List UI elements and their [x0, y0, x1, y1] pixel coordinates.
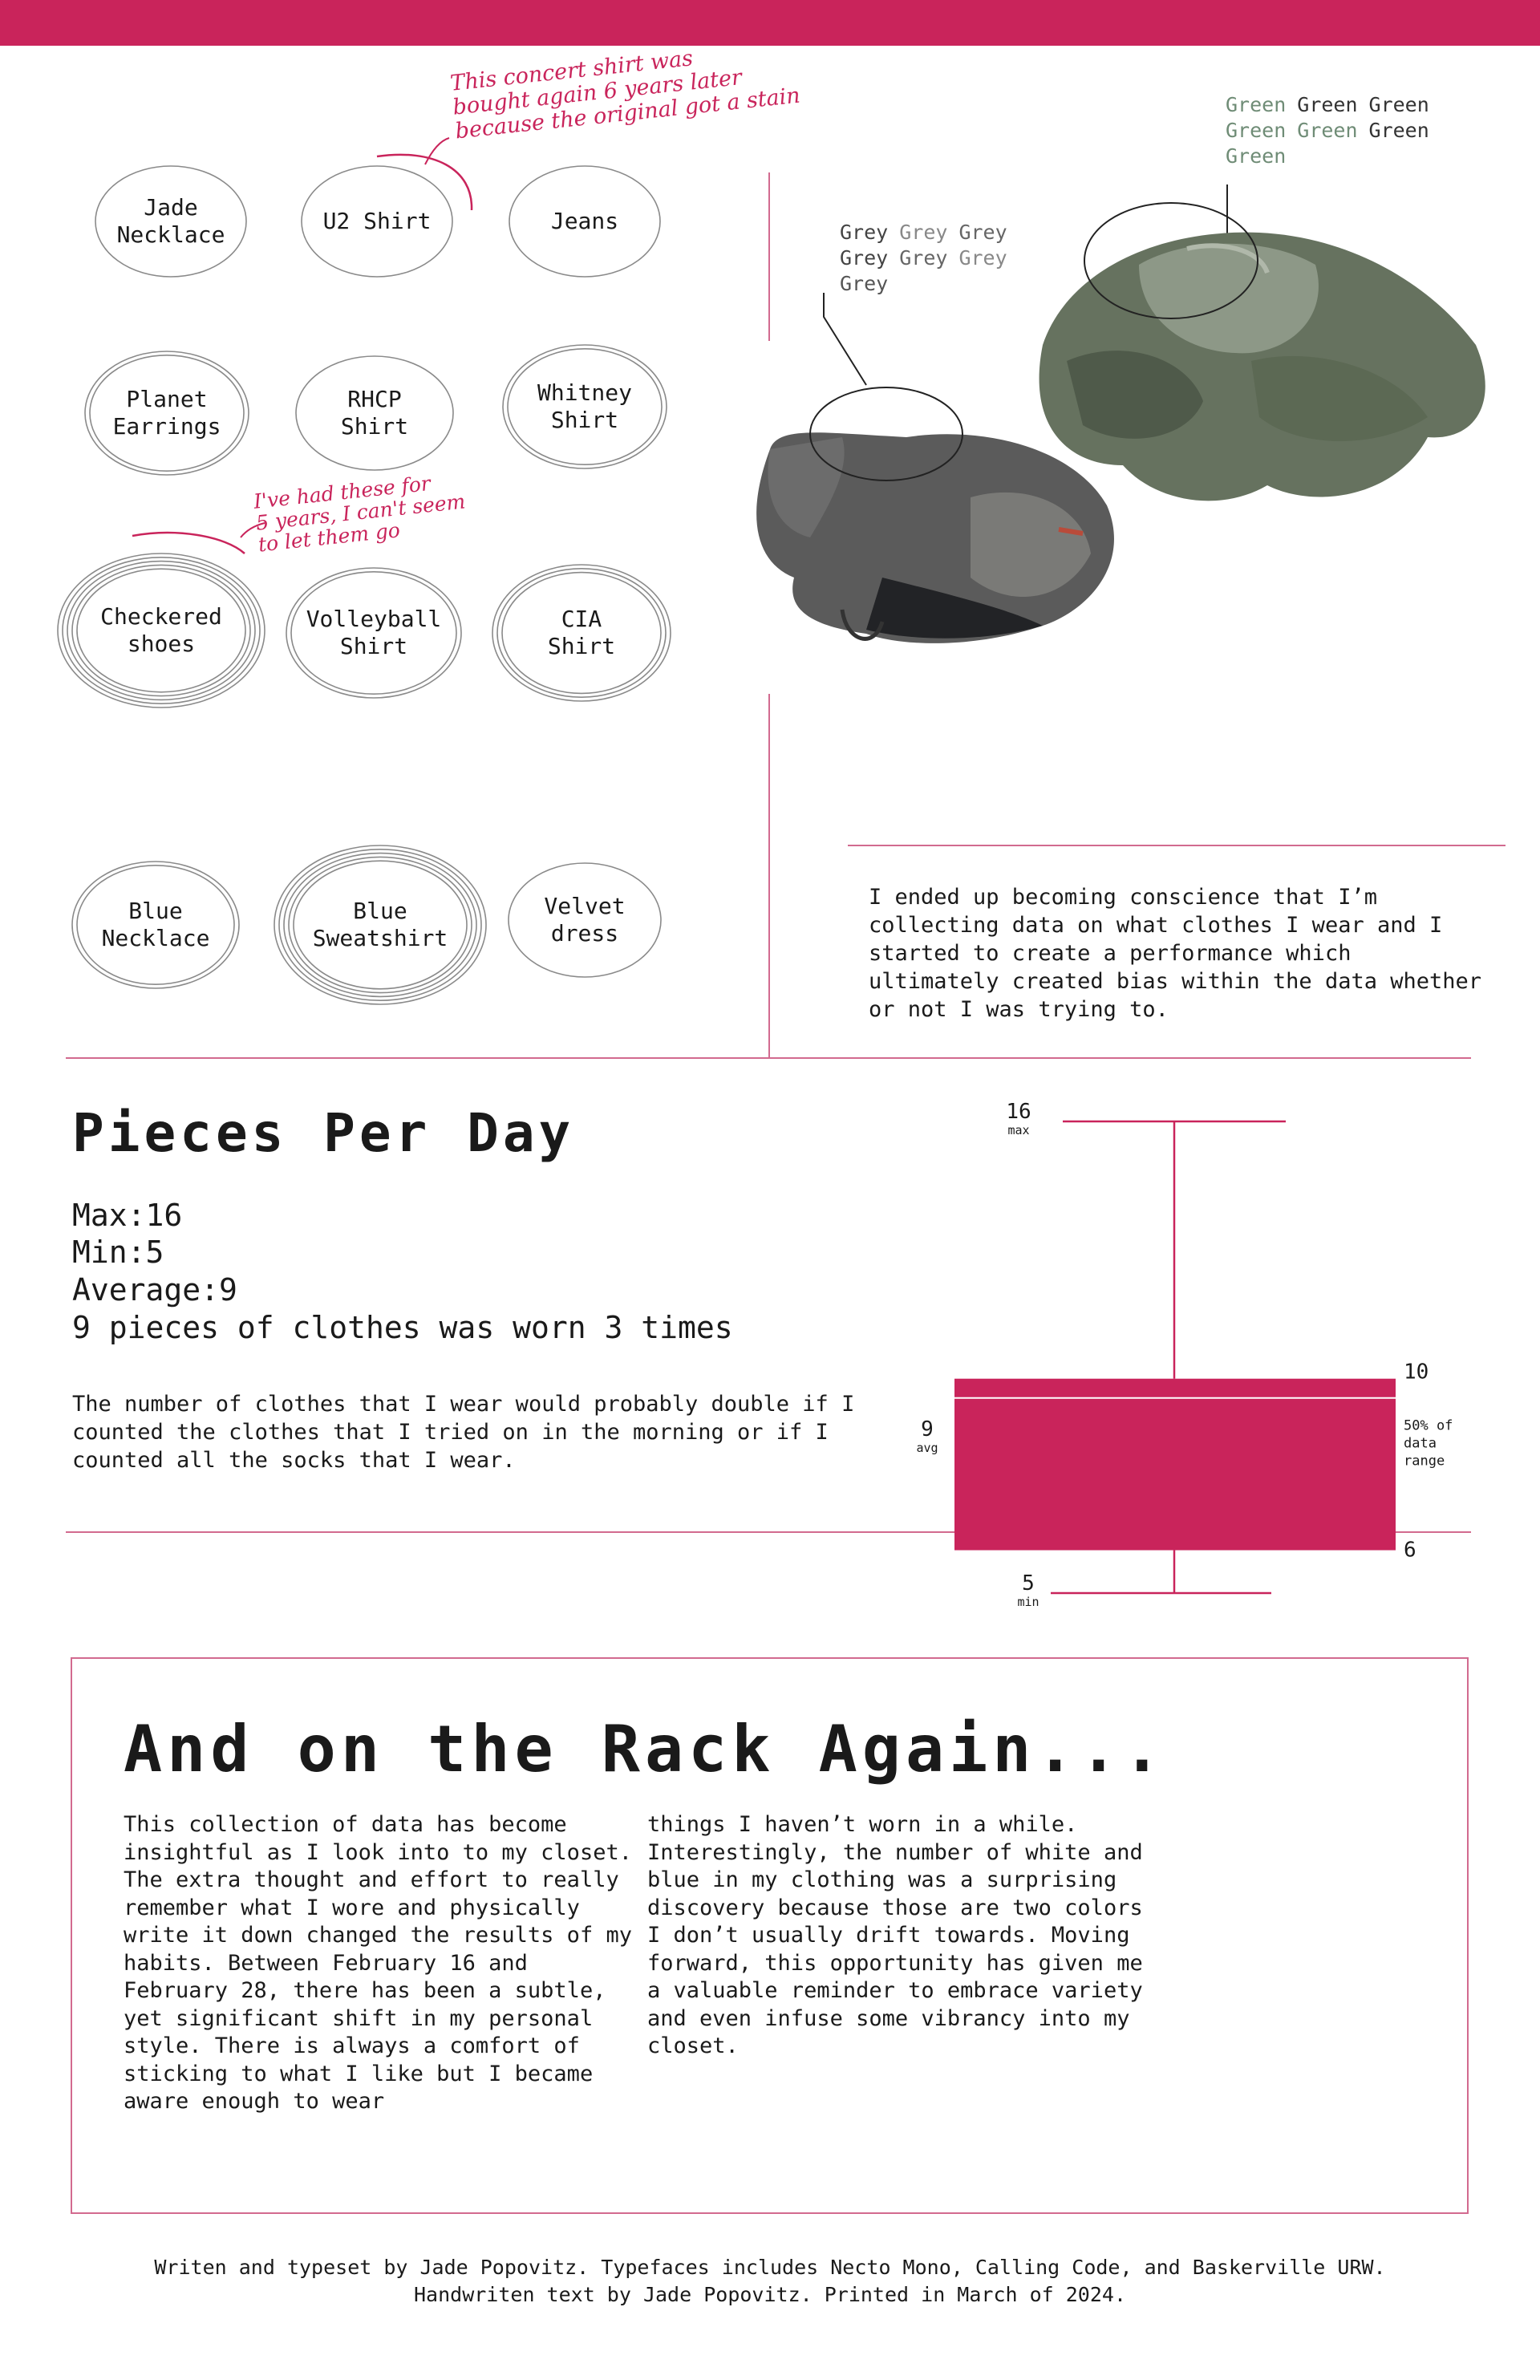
green-word: Green — [1368, 119, 1429, 142]
divider-above-pieces — [66, 1057, 1471, 1059]
checkered-shoes-note: I've had these for 5 years, I can't seem to let them go — [252, 471, 467, 557]
grey-word: Grey — [899, 221, 948, 244]
min-caption: min — [1017, 1595, 1040, 1609]
stat-average: Average:9 — [72, 1272, 237, 1308]
max-caption: max — [1007, 1123, 1030, 1137]
pieces-per-day-title: Pieces Per Day — [72, 1102, 575, 1164]
oval-label: RHCP Shirt — [340, 386, 409, 440]
green-word: Green — [1226, 93, 1287, 116]
oval-label: Whitney Shirt — [537, 379, 632, 433]
bias-paragraph: I ended up becoming conscience that I’m collecting data on what clothes I wear and I started to create a performance which ultimately created bias within the data whether or not I was trying to. — [869, 885, 1482, 1022]
green-word: Green — [1368, 93, 1429, 116]
rack-column-1: This collection of data has become insightful as I look into to my closet. The extra thought and effort to really remember what I wore and physically write it down changed the results of my habits. Between February 16 and February 28, there has been a subtle, yet significant shift in my personal style. There is always a comfort of sticking to what I like but I became aware enough to wear — [124, 1812, 632, 2114]
grey-word: Grey — [958, 246, 1007, 270]
range-caption-line: data — [1404, 1435, 1437, 1452]
green-word: Green — [1226, 144, 1287, 168]
green-word: Green — [1297, 119, 1358, 142]
grey-word: Grey — [840, 272, 889, 295]
stat-max: Max:16 — [72, 1198, 183, 1233]
concert-shirt-arc — [377, 155, 472, 210]
vertical-divider-lower — [768, 694, 770, 1059]
min-value-label: 5 — [1022, 1571, 1035, 1595]
rack-title: And on the Rack Again... — [124, 1712, 1166, 1786]
rack-column-2: things I haven’t worn in a while. Interestingly, the number of white and blue in my clothing was a surprising discovery because those are two colors I don’t usually drift towards. Moving forward, this opportunity has given me a valuable reminder to embrace variety and even infuse some vibrancy into my closet. — [647, 1812, 1143, 2058]
box-plot — [882, 1091, 1508, 1609]
grey-word: Grey — [840, 246, 889, 270]
grey-word: Grey — [840, 221, 889, 244]
oval-item — [71, 861, 240, 989]
avg-caption: avg — [916, 1441, 938, 1456]
oval-label: Planet Earrings — [112, 386, 221, 440]
green-words — [1226, 92, 1466, 169]
oval-label: Checkered shoes — [100, 603, 222, 657]
oval-label: Blue Necklace — [101, 898, 210, 951]
green-clothes-pile — [1040, 233, 1485, 501]
iqr-box — [954, 1379, 1396, 1551]
oval-item — [274, 845, 487, 1005]
oval-label: U2 Shirt — [322, 208, 432, 234]
oval-label: Velvet dress — [544, 893, 626, 947]
grey-word: Grey — [958, 221, 1007, 244]
oval-item — [508, 862, 662, 978]
max-value-label: 16 — [1006, 1100, 1031, 1124]
clothes-pile-illustration — [706, 160, 1540, 738]
oval-label: Blue Sweatshirt — [312, 898, 448, 951]
oval-label: CIA Shirt — [547, 606, 616, 659]
credits: Writen and typeset by Jade Popovitz. Typefaces includes Necto Mono, Calling Code, and Baskerville URW. Handwriten text by Jade Popovitz. Printed in March of 2024. — [154, 2256, 1386, 2306]
avg-value-label: 9 — [921, 1417, 934, 1442]
grey-leader-line — [824, 293, 866, 385]
green-word: Green — [1226, 119, 1287, 142]
grey-word: Grey — [899, 246, 948, 270]
q1-value-label: 6 — [1404, 1538, 1416, 1563]
stat-mode: 9 pieces of clothes was worn 3 times — [72, 1310, 733, 1345]
stat-min: Min:5 — [72, 1235, 164, 1270]
range-caption-line: range — [1404, 1453, 1445, 1470]
oval-label: Jeans — [550, 208, 619, 234]
concert-shirt-note: This concert shirt was bought again 6 years later because the original got a stain — [448, 46, 802, 144]
oval-label: Volleyball Shirt — [306, 606, 442, 659]
oval-label: Jade Necklace — [116, 194, 225, 248]
range-caption-line: 50% of — [1404, 1417, 1453, 1434]
green-word: Green — [1297, 93, 1358, 116]
divider-above-bias-text — [848, 845, 1506, 846]
shoes-arc — [132, 533, 245, 553]
grey-clothes-pile — [756, 432, 1114, 643]
q3-value-label: 10 — [1404, 1360, 1429, 1385]
pieces-per-day-note: The number of clothes that I wear would probably double if I counted the clothes that I tried on in the morning or if I counted all the socks that I wear. — [72, 1392, 855, 1473]
